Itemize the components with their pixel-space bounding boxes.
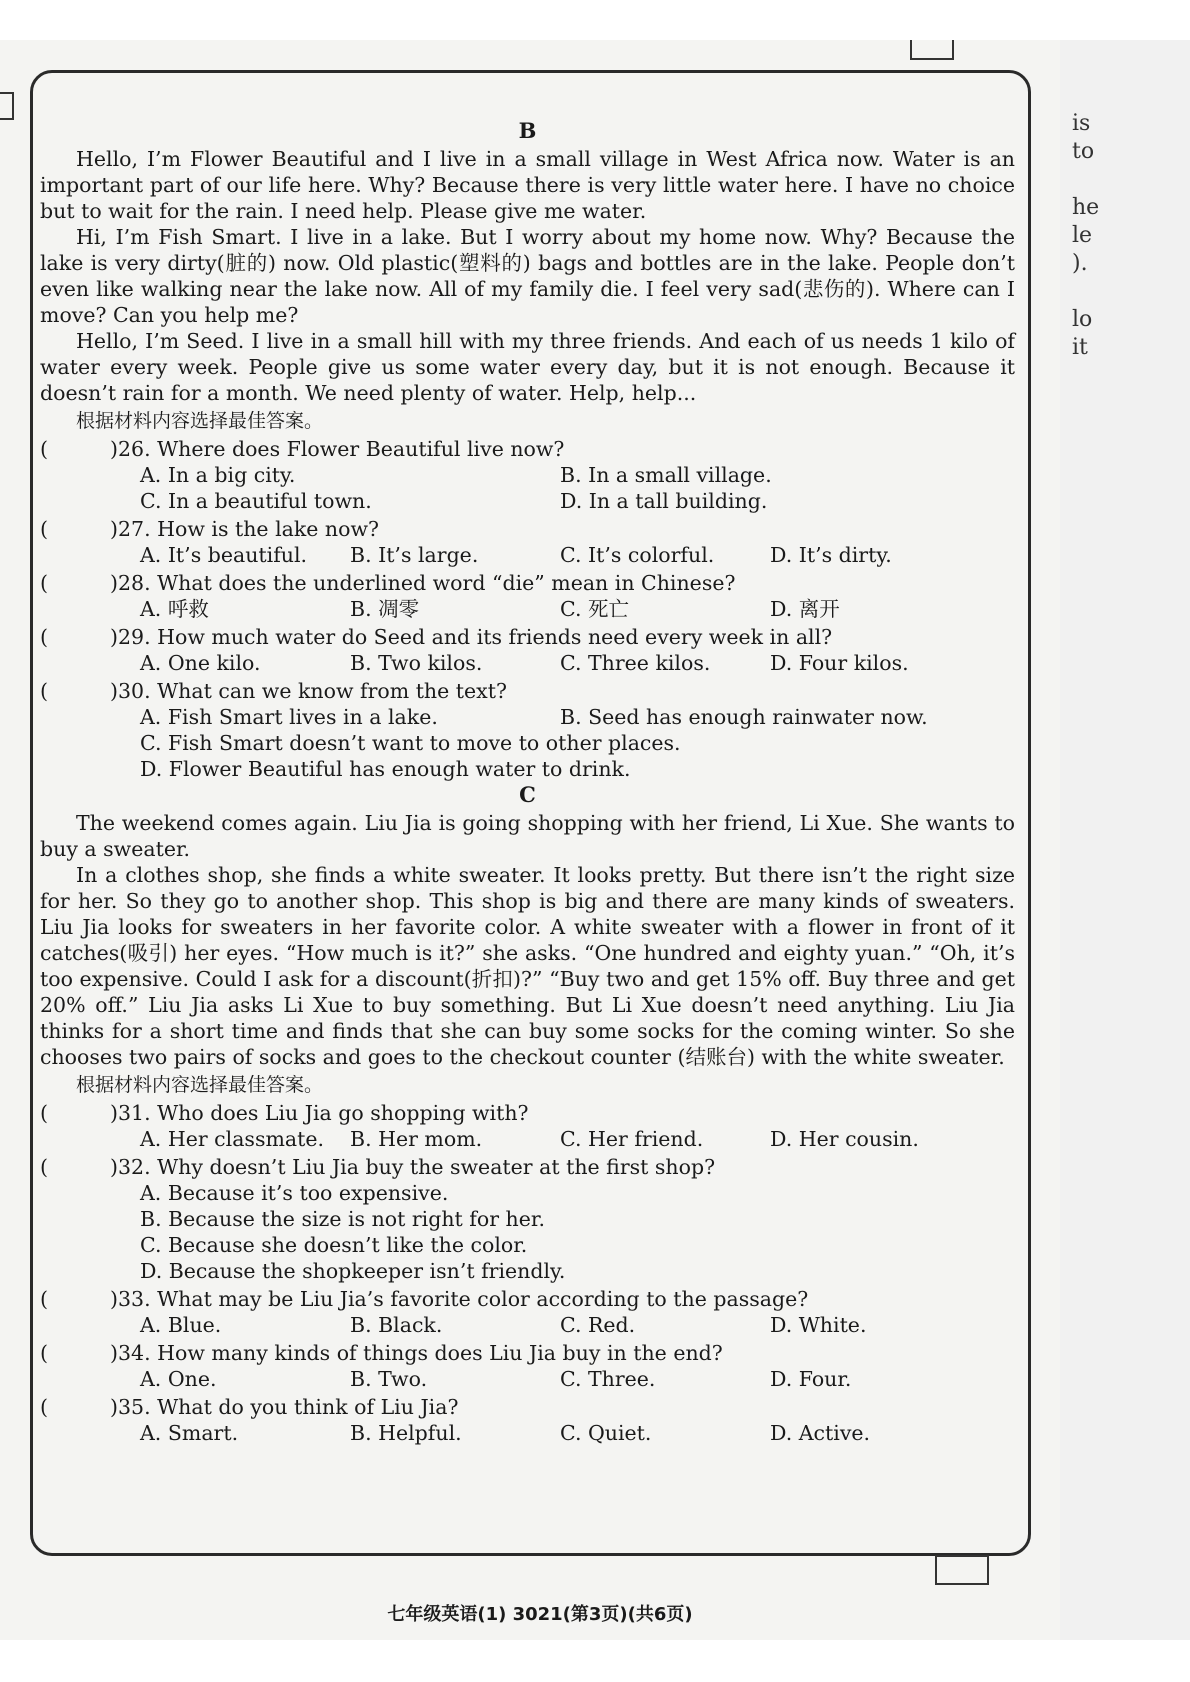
option: B. 凋零 [350, 597, 420, 621]
option: B. Helpful. [350, 1421, 462, 1445]
question-30 [40, 678, 1015, 704]
question-34 [40, 1340, 1015, 1366]
option: A. One. [140, 1367, 217, 1391]
question-text: )30. What can we know from the text? [110, 679, 507, 703]
option: C. In a beautiful town. [140, 489, 372, 513]
option: B. Black. [350, 1313, 443, 1337]
corner-mark-box [935, 1555, 989, 1585]
exam-content [40, 118, 1015, 1446]
question-35 [40, 1394, 1015, 1420]
option: C. Red. [560, 1313, 636, 1337]
side-fragment: he [1072, 195, 1100, 220]
side-fragment [1072, 278, 1182, 306]
option: B. Seed has enough rainwater now. [560, 705, 928, 729]
passage-paragraph: Hi, I’m Fish Smart. I live in a lake. But I worry about my home now. Why? Because the lake is very dirty(脏的) now. Old plastic(塑料的) bags and bottles are in the lake. People don’t even like walking near the lake now. All of my family die. I feel very sad(悲伤的). Where can I move? Can you help me? [40, 225, 1015, 327]
option: D. Four. [770, 1367, 852, 1391]
question-text: )34. How many kinds of things does Liu Jia buy in the end? [110, 1341, 723, 1365]
options-row [140, 1312, 1015, 1338]
options-row [140, 462, 1015, 488]
option: B. Two. [350, 1367, 428, 1391]
option: D. 离开 [770, 597, 840, 621]
question-27 [40, 516, 1015, 542]
option: B. It’s large. [350, 543, 479, 567]
option: C. Because she doesn’t like the color. [140, 1233, 528, 1257]
option: D. In a tall building. [560, 489, 768, 513]
passage-paragraph: The weekend comes again. Liu Jia is going shopping with her friend, Li Xue. She wants to buy a sweater. [40, 811, 1015, 861]
question-28 [40, 570, 1015, 596]
answer-paren: ( [40, 1287, 48, 1311]
passage-paragraph: Hello, I’m Flower Beautiful and I live in a small village in West Africa now. Water is an important part of our life here. Why? Because there is very little water here. I have no choice but to wait for the rain. I need help. Please give me water. [40, 147, 1015, 223]
question-31 [40, 1100, 1015, 1126]
option: A. Because it’s too expensive. [140, 1181, 449, 1205]
options-row [140, 650, 1015, 676]
options-row [140, 596, 1015, 622]
side-fragment: it [1072, 335, 1088, 360]
side-fragment [1072, 166, 1182, 194]
option: C. Her friend. [560, 1127, 704, 1151]
answer-paren: ( [40, 437, 48, 461]
option: B. Her mom. [350, 1127, 483, 1151]
side-fragment: is [1072, 111, 1091, 136]
side-fragment: to [1072, 139, 1095, 164]
option: D. It’s dirty. [770, 543, 892, 567]
section-c-heading: C [519, 782, 536, 807]
question-33 [40, 1286, 1015, 1312]
option: D. Her cousin. [770, 1127, 919, 1151]
adjacent-page-text [1072, 110, 1182, 362]
answer-paren: ( [40, 679, 48, 703]
section-b-heading: B [518, 118, 537, 143]
option: A. Smart. [140, 1421, 239, 1445]
option: C. It’s colorful. [560, 543, 715, 567]
option: A. In a big city. [140, 463, 296, 487]
question-text: )33. What may be Liu Jia’s favorite color according to the passage? [110, 1287, 809, 1311]
option: A. Fish Smart lives in a lake. [140, 705, 438, 729]
option: C. Three kilos. [560, 651, 711, 675]
options-row [140, 704, 1015, 730]
instruction: 根据材料内容选择最佳答案。 [76, 410, 324, 432]
option: B. In a small village. [560, 463, 772, 487]
side-fragment: ). [1072, 251, 1088, 276]
corner-mark-box [0, 92, 14, 120]
option: A. Her classmate. [140, 1127, 325, 1151]
option: A. One kilo. [140, 651, 261, 675]
option: A. It’s beautiful. [140, 543, 308, 567]
options-row [140, 488, 1015, 514]
answer-paren: ( [40, 625, 48, 649]
options-row [140, 542, 1015, 568]
answer-paren: ( [40, 1341, 48, 1365]
options-row [140, 1420, 1015, 1446]
instruction: 根据材料内容选择最佳答案。 [76, 1074, 324, 1096]
answer-paren: ( [40, 1155, 48, 1179]
question-text: )35. What do you think of Liu Jia? [110, 1395, 459, 1419]
answer-paren: ( [40, 571, 48, 595]
background-top [0, 0, 1190, 40]
option: C. 死亡 [560, 597, 629, 621]
option: B. Two kilos. [350, 651, 483, 675]
question-text: )28. What does the underlined word “die” mean in Chinese? [110, 571, 736, 595]
options-row [140, 1366, 1015, 1392]
answer-paren: ( [40, 1101, 48, 1125]
question-text: )27. How is the lake now? [110, 517, 380, 541]
side-fragment: le [1072, 223, 1093, 248]
option: C. Fish Smart doesn’t want to move to other places. [140, 731, 681, 755]
option: A. 呼救 [140, 597, 209, 621]
question-text: )26. Where does Flower Beautiful live now? [110, 437, 565, 461]
background-bottom [0, 1640, 1190, 1682]
question-text: )32. Why doesn’t Liu Jia buy the sweater at the first shop? [110, 1155, 716, 1179]
side-fragment: lo [1072, 307, 1093, 332]
passage-paragraph: Hello, I’m Seed. I live in a small hill with my three friends. And each of us needs 1 kilo of water every week. People give us some water every day, but it is not enough. Because it doesn’t rain for a month. We need plenty of water. Help, help... [40, 329, 1015, 405]
page-footer: 七年级英语(1) 3021(第3页)(共6页) [387, 1604, 693, 1625]
option: D. Flower Beautiful has enough water to drink. [140, 757, 631, 781]
option: B. Because the size is not right for her. [140, 1207, 545, 1231]
option: D. White. [770, 1313, 867, 1337]
option: C. Quiet. [560, 1421, 652, 1445]
question-text: )31. Who does Liu Jia go shopping with? [110, 1101, 529, 1125]
option: C. Three. [560, 1367, 656, 1391]
question-26 [40, 436, 1015, 462]
options-row [140, 1126, 1015, 1152]
option: A. Blue. [140, 1313, 222, 1337]
passage-paragraph: In a clothes shop, she finds a white sweater. It looks pretty. But there isn’t the right size for her. So they go to another shop. This shop is big and there are many kinds of sweaters. Liu Jia looks for sweaters in her favorite color. A white sweater with a flower in front of it catches(吸引) her eyes. “How much is it?” she asks. “One hundred and eighty yuan.” “Oh, it’s too expensive. Could I ask for a discount(折扣)?” “Buy two and get 15% off. Buy three and get 20% off.” Liu Jia asks Li Xue to buy something. But Li Xue doesn’t need anything. Liu Jia thinks for a short time and finds that she can buy some socks for the coming winter. So she chooses two pairs of socks and goes to the checkout counter (结账台) with the white sweater. [40, 863, 1015, 1069]
question-29 [40, 624, 1015, 650]
corner-mark-box [910, 40, 954, 60]
answer-paren: ( [40, 1395, 48, 1419]
answer-paren: ( [40, 517, 48, 541]
question-text: )29. How much water do Seed and its friends need every week in all? [110, 625, 833, 649]
option: D. Because the shopkeeper isn’t friendly. [140, 1259, 566, 1283]
option: D. Active. [770, 1421, 871, 1445]
option: D. Four kilos. [770, 651, 909, 675]
question-32 [40, 1154, 1015, 1180]
